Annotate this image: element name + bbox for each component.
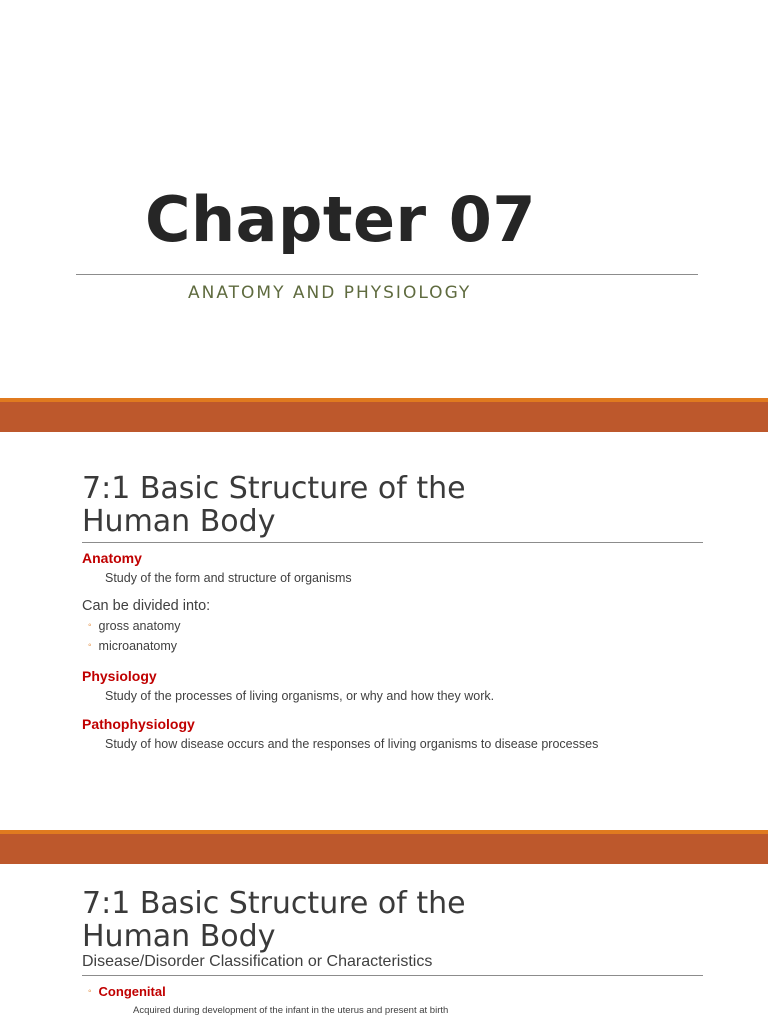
slide-title-line2: Human Body: [82, 504, 276, 539]
chapter-title: Chapter 07: [145, 183, 536, 256]
term-congenital: Congenital: [98, 984, 166, 999]
bullet-icon: ◦: [88, 986, 92, 997]
definition-pathophysiology: Study of how disease occurs and the responses of living organisms to disease processes: [105, 737, 599, 751]
division-label: microanatomy: [98, 639, 178, 653]
slide-title-line2: Human Body: [82, 919, 276, 954]
bullet-icon: ◦: [88, 620, 92, 631]
slide-separator-band: [0, 402, 768, 432]
list-item: [88, 639, 177, 653]
divided-label: Can be divided into:: [82, 598, 211, 614]
bullet-icon: ◦: [88, 640, 92, 651]
slide-subheading: Disease/Disorder Classification or Characteristics: [82, 953, 433, 970]
term-pathophysiology: Pathophysiology: [82, 716, 195, 732]
slide-title-divider: [82, 975, 703, 976]
chapter-subtitle: ANATOMY AND PHYSIOLOGY: [188, 283, 472, 303]
title-divider: [76, 274, 698, 275]
slide-disease-classification: [0, 865, 768, 1024]
definition-physiology: Study of the processes of living organisms, or why and how they work.: [105, 689, 495, 703]
term-anatomy: Anatomy: [82, 550, 142, 566]
division-label: gross anatomy: [98, 619, 181, 633]
list-item: [88, 984, 166, 999]
slide-separator-band: [0, 834, 768, 864]
definition-anatomy: Study of the form and structure of organisms: [105, 571, 352, 585]
definition-congenital: Acquired during development of the infant in the uterus and present at birth: [133, 1005, 449, 1016]
term-physiology: Physiology: [82, 668, 157, 684]
list-item: [88, 619, 181, 633]
slide-title: [0, 0, 768, 398]
slide-title-line1: 7:1 Basic Structure of the: [82, 471, 466, 506]
slide-basic-structure: [0, 432, 768, 830]
slide-title-line1: 7:1 Basic Structure of the: [82, 886, 466, 921]
slide-title-divider: [82, 542, 703, 543]
